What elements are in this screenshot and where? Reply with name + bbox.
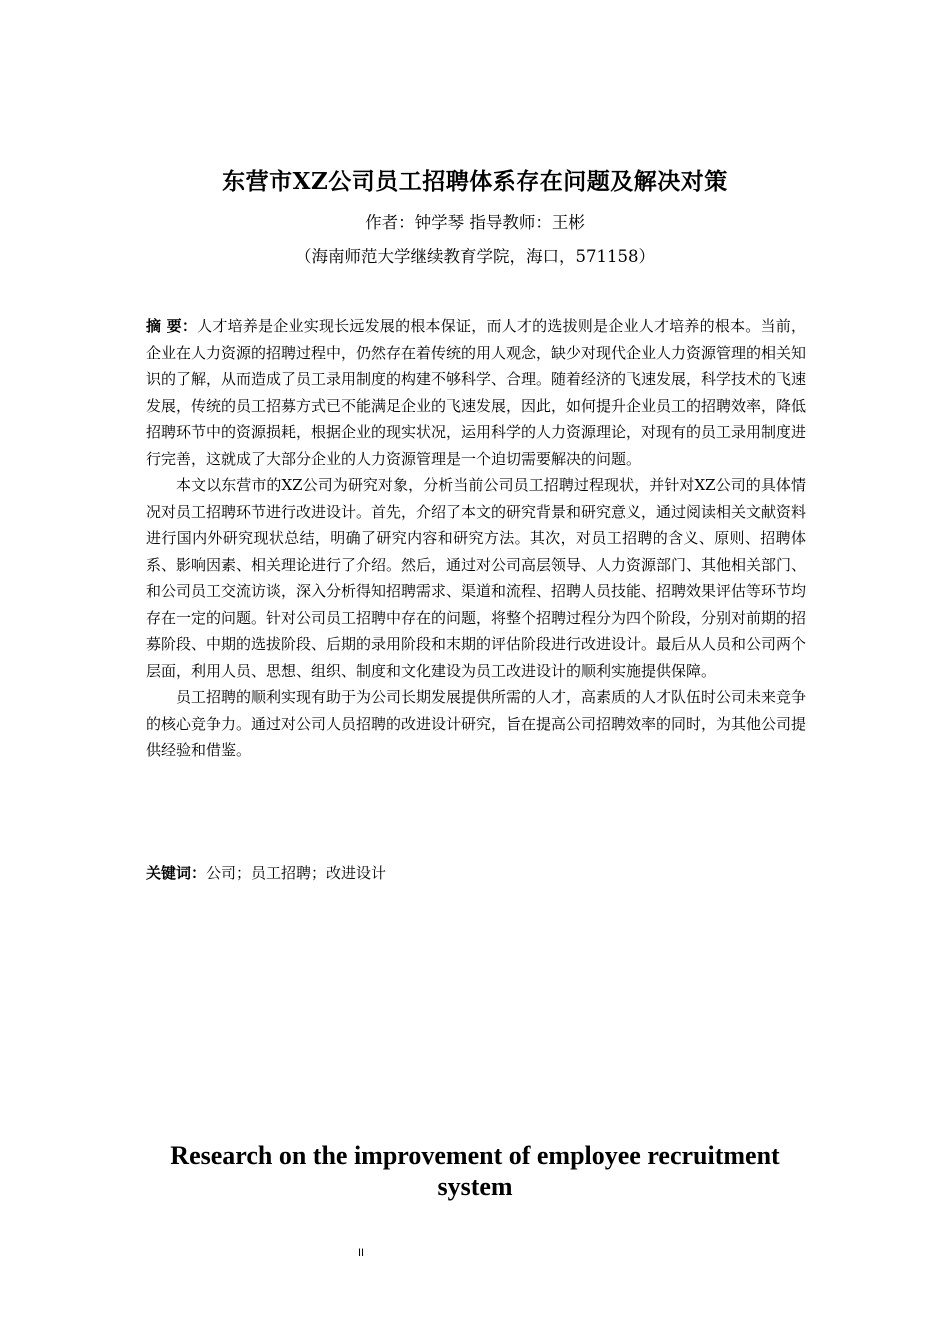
- page-number: II: [358, 1247, 365, 1259]
- abstract-paragraph-2: 本文以东营市的XZ公司为研究对象，分析当前公司员工招聘过程现状，并针对XZ公司的具体情况对员工招聘环节进行改进设计。首先，介绍了本文的研究背景和研究意义，通过阅读相关文献资料进行国内外研究现状总结，明确了研究内容和研究方法。其次，对员工招聘的含义、原则、招聘体系、影响因素、相关理论进行了介绍。然后，通过对公司高层领导、人力资源部门、其他相关部门、和公司员工交流访谈，深入分析得知招聘需求、渠道和流程、招聘人员技能、招聘效果评估等环节均存在一定的问题。针对公司员工招聘中存在的问题，将整个招聘过程分为四个阶段，分别对前期的招募阶段、中期的选拔阶段、后期的录用阶段和末期的评估阶段进行改进设计。最后从人员和公司两个层面，利用人员、思想、组织、制度和文化建设为员工改进设计的顺利实施提供保障。: [146, 476, 807, 680]
- author-line: 作者：钟学琴 指导教师：王彬: [365, 213, 585, 232]
- affiliation-line: （海南师范大学继续教育学院，海口，571158）: [295, 247, 655, 266]
- keywords-line: [146, 860, 806, 886]
- english-title: Research on the improvement of employee recruitment system: [170, 1141, 780, 1201]
- abstract-section: [146, 313, 806, 764]
- abstract-paragraph-1: [146, 313, 806, 472]
- abstract-paragraph-3: 员工招聘的顺利实现有助于为公司长期发展提供所需的人才，高素质的人才队伍时公司未来竞争的核心竞争力。通过对公司人员招聘的改进设计研究，旨在提高公司招聘效率的同时，为其他公司提供经验和借鉴。: [146, 688, 807, 759]
- abstract-paragraph-1-text: 人才培养是企业实现长远发展的根本保证，而人才的选拔则是企业人才培养的根本。当前，企业在人力资源的招聘过程中，仍然存在着传统的用人观念，缺少对现代企业人力资源管理的相关知识的了解，从而造成了员工录用制度的构建不够科学、合理。随着经济的飞速发展，科学技术的飞速发展，传统的员工招募方式已不能满足企业的飞速发展，因此，如何提升企业员工的招聘效率，降低招聘环节中的资源损耗，根据企业的现实状况，运用科学的人力资源理论，对现有的员工录用制度进行完善，这就成了大部分企业的人力资源管理是一个迫切需要解决的问题。: [146, 317, 807, 468]
- abstract-label: 摘 要：: [146, 317, 198, 335]
- keywords-label: 关键词：: [146, 864, 207, 882]
- chinese-title: 东营市XZ公司员工招聘体系存在问题及解决对策: [222, 168, 728, 195]
- keywords-text: 公司；员工招聘；改进设计: [206, 864, 387, 882]
